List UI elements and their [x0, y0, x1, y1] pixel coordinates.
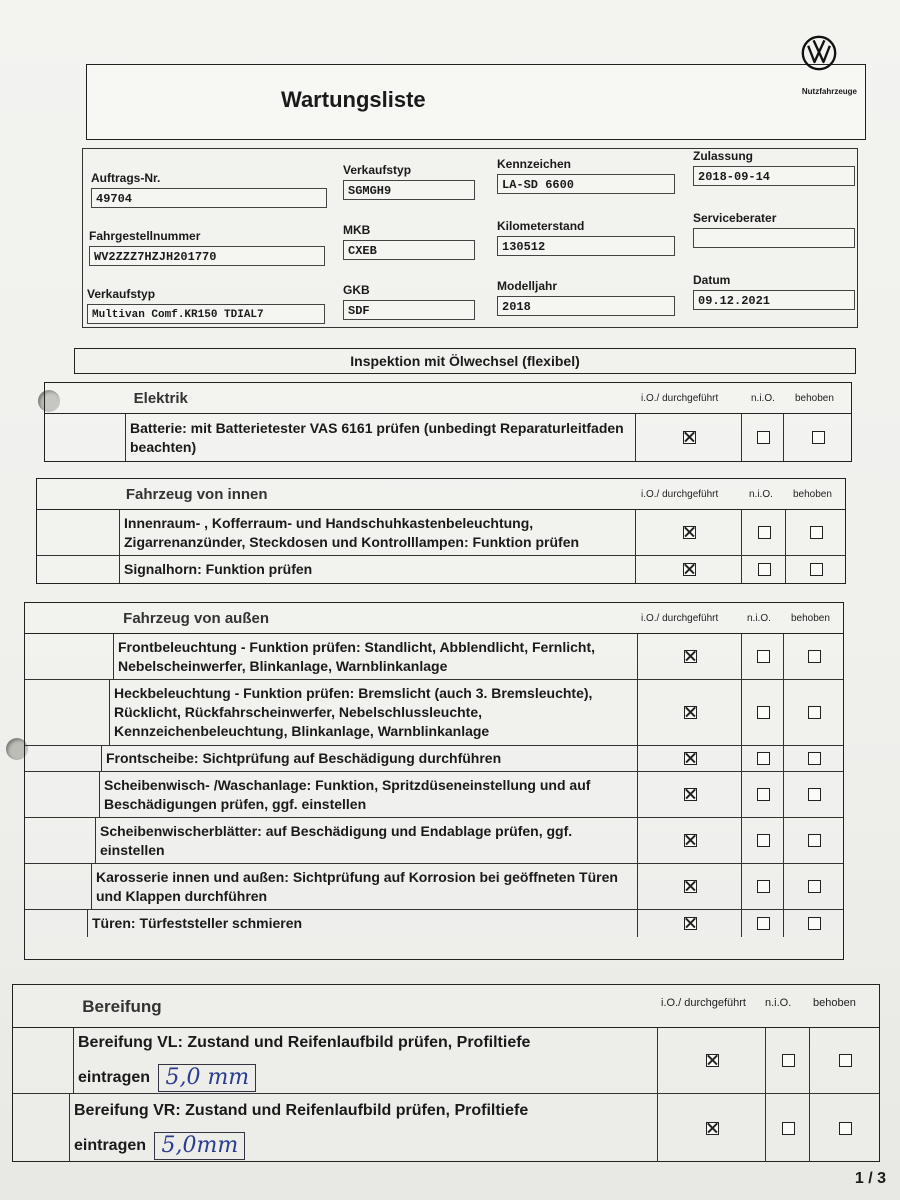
zulassung-label: Zulassung — [693, 149, 754, 163]
modelljahr-label: Modelljahr — [497, 279, 558, 293]
checklist-row — [25, 772, 843, 818]
col-fixed-header: behoben — [791, 613, 830, 624]
checklist-row — [25, 746, 843, 772]
modelljahr-value: 2018 — [497, 296, 675, 316]
checkbox-fixed[interactable] — [808, 788, 821, 801]
col-ok-header: i.O./ durchgeführt — [641, 393, 719, 404]
row-text: Scheibenwischerblätter: auf Beschädigung und Endablage prüfen, ggf. einstellen — [95, 818, 637, 863]
checkbox-nio[interactable] — [757, 880, 770, 893]
checklist-row — [13, 1028, 879, 1094]
row-text: Signalhorn: Funktion prüfen — [119, 556, 635, 583]
row-text: Scheibenwisch- /Waschanlage: Funktion, Spritzdüseneinstellung und auf Beschädigungen prüfen, ggf. einstellen — [99, 772, 637, 817]
verkaufstyp-text-value: Multivan Comf.KR150 TDIAL7 — [87, 304, 325, 324]
kennzeichen-label: Kennzeichen — [497, 157, 572, 171]
checkbox-ok[interactable] — [684, 788, 697, 801]
checkbox-fixed[interactable] — [808, 752, 821, 765]
col-ok-header: i.O./ durchgeführt — [641, 489, 719, 500]
kilometerstand-label: Kilometerstand — [497, 219, 585, 233]
datum-label: Datum — [693, 273, 731, 287]
field-verkaufstyp-text — [87, 287, 325, 324]
field-auftrag — [91, 171, 327, 208]
tread-depth-handwritten: 5,0mm — [154, 1132, 245, 1160]
row-text: Frontbeleuchtung - Funktion prüfen: Standlicht, Abblendlicht, Fernlicht, Nebelscheinwerfer, Blinkanlage, Warnblinkanlage — [113, 634, 637, 679]
checkbox-nio[interactable] — [757, 788, 770, 801]
checklist-row — [25, 910, 843, 937]
mkb-value: CXEB — [343, 240, 475, 260]
page-number: 1 / 3 — [854, 1170, 886, 1187]
checkbox-ok[interactable] — [684, 917, 697, 930]
mkb-label: MKB — [343, 223, 371, 237]
inspection-title: Inspektion mit Ölwechsel (flexibel) — [74, 348, 856, 374]
row-entry-label: eintragen — [78, 1068, 151, 1086]
checkbox-ok[interactable] — [684, 752, 697, 765]
section-title: Elektrik — [133, 390, 188, 407]
brand-subtitle: Nutzfahrzeuge — [801, 87, 857, 96]
checkbox-nio[interactable] — [782, 1122, 795, 1135]
row-text: Türen: Türfeststeller schmieren — [87, 910, 637, 937]
checkbox-nio[interactable] — [758, 563, 771, 576]
col-fixed-header: behoben — [793, 489, 832, 500]
section-title: Fahrzeug von innen — [125, 486, 268, 503]
checkbox-fixed[interactable] — [810, 526, 823, 539]
section-header — [45, 383, 851, 414]
checkbox-nio[interactable] — [782, 1054, 795, 1067]
checklist-row — [45, 414, 851, 461]
col-nio-header: n.i.O. — [749, 489, 773, 500]
checkbox-nio[interactable] — [757, 917, 770, 930]
gkb-value: SDF — [343, 300, 475, 320]
checklist-row — [37, 510, 845, 556]
checklist-row — [25, 818, 843, 864]
checkbox-fixed[interactable] — [839, 1054, 852, 1067]
section-header — [25, 603, 843, 634]
checkbox-fixed[interactable] — [808, 917, 821, 930]
checkbox-ok[interactable] — [684, 706, 697, 719]
field-kilometerstand — [497, 219, 675, 256]
checkbox-fixed[interactable] — [810, 563, 823, 576]
field-modelljahr — [497, 279, 675, 316]
section-title: Fahrzeug von außen — [123, 610, 270, 627]
checkbox-fixed[interactable] — [839, 1122, 852, 1135]
section-elektrik — [44, 382, 852, 462]
gkb-label: GKB — [343, 283, 370, 297]
row-text: Batterie: mit Batterietester VAS 6161 prüfen (unbedingt Reparaturleitfaden beachten) — [125, 414, 635, 461]
section-fahrzeug-innen — [36, 478, 846, 584]
row-entry-label: eintragen — [74, 1136, 147, 1154]
kilometerstand-value: 130512 — [497, 236, 675, 256]
section-title: Bereifung — [82, 997, 162, 1016]
row-text: Heckbeleuchtung - Funktion prüfen: Bremslicht (auch 3. Bremsleuchte), Rücklicht, Rückfahrscheinwerfer, Nebelschlussleuchte, Kennzeichenbeleuchtung, Blinkanlage, Warnblinkanlage — [109, 680, 637, 745]
vehicle-info-box — [82, 148, 858, 328]
serviceberater-value — [693, 228, 855, 248]
checkbox-nio[interactable] — [757, 431, 770, 444]
field-verkaufstyp-code — [343, 163, 475, 200]
auftrag-label: Auftrags-Nr. — [91, 171, 161, 185]
row-text: Frontscheibe: Sichtprüfung auf Beschädigung durchführen — [101, 746, 637, 771]
auftrag-value: 49704 — [91, 188, 327, 208]
checkbox-fixed[interactable] — [808, 880, 821, 893]
field-serviceberater — [693, 211, 855, 248]
field-datum — [693, 273, 855, 310]
page-title: Wartungsliste — [281, 87, 426, 112]
checklist-row — [25, 864, 843, 910]
col-ok-header: i.O./ durchgeführt — [641, 613, 719, 624]
zulassung-value: 2018-09-14 — [693, 166, 855, 186]
checkbox-ok[interactable] — [706, 1054, 719, 1067]
verkaufstyp-text-label: Verkaufstyp — [87, 287, 156, 301]
checklist-row — [25, 680, 843, 746]
fahrgestellnummer-value: WV2ZZZ7HZJH201770 — [89, 246, 325, 266]
section-header — [37, 479, 845, 510]
verkaufstyp-code-value: SGMGH9 — [343, 180, 475, 200]
fahrgestellnummer-label: Fahrgestellnummer — [89, 229, 201, 243]
row-text: Karosserie innen und außen: Sichtprüfung auf Korrosion bei geöffneten Türen und Klappen durchführen — [91, 864, 637, 909]
checkbox-fixed[interactable] — [808, 834, 821, 847]
col-nio-header: n.i.O. — [747, 613, 771, 624]
field-zulassung — [693, 149, 855, 186]
serviceberater-label: Serviceberater — [693, 211, 777, 225]
row-entry — [78, 1064, 657, 1092]
datum-value: 09.12.2021 — [693, 290, 855, 310]
col-nio-header: n.i.O. — [765, 997, 792, 1009]
field-kennzeichen — [497, 157, 675, 194]
field-fahrgestellnummer — [89, 229, 325, 266]
col-ok-header: i.O./ durchgeführt — [661, 997, 746, 1009]
row-text-block — [73, 1028, 657, 1093]
checkbox-ok[interactable] — [706, 1122, 719, 1135]
checkbox-nio[interactable] — [757, 752, 770, 765]
field-mkb — [343, 223, 475, 260]
vw-logo-icon — [801, 35, 837, 71]
checkbox-fixed[interactable] — [812, 431, 825, 444]
kennzeichen-value: LA-SD 6600 — [497, 174, 675, 194]
title-box — [86, 64, 866, 140]
checkbox-nio[interactable] — [758, 526, 771, 539]
checklist-row — [37, 556, 845, 583]
checkbox-ok[interactable] — [684, 650, 697, 663]
checkbox-ok[interactable] — [684, 880, 697, 893]
checklist-row — [13, 1094, 879, 1162]
checklist-row — [25, 634, 843, 680]
col-nio-header: n.i.O. — [751, 393, 775, 404]
row-text: Innenraum- , Kofferraum- und Handschuhkastenbeleuchtung, Zigarrenanzünder, Steckdosen und Kontrolllampen: Funktion prüfen — [119, 510, 635, 555]
section-fahrzeug-aussen — [24, 602, 844, 960]
col-fixed-header: behoben — [795, 393, 834, 404]
checkbox-ok[interactable] — [683, 526, 696, 539]
row-text: Bereifung VR: Zustand und Reifenlaufbild prüfen, Profiltiefe — [74, 1102, 529, 1119]
checkbox-nio[interactable] — [757, 650, 770, 663]
checkbox-fixed[interactable] — [808, 650, 821, 663]
section-bereifung — [12, 984, 880, 1162]
tread-depth-handwritten: 5,0 mm — [158, 1064, 256, 1092]
section-header — [13, 985, 879, 1028]
field-gkb — [343, 283, 475, 320]
verkaufstyp-code-label: Verkaufstyp — [343, 163, 412, 177]
checkbox-nio[interactable] — [757, 706, 770, 719]
row-text-block — [69, 1094, 657, 1162]
checkbox-ok[interactable] — [683, 431, 696, 444]
checkbox-nio[interactable] — [757, 834, 770, 847]
checkbox-ok[interactable] — [684, 834, 697, 847]
col-fixed-header: behoben — [813, 997, 856, 1009]
row-text: Bereifung VL: Zustand und Reifenlaufbild prüfen, Profiltiefe — [78, 1034, 531, 1051]
checkbox-ok[interactable] — [683, 563, 696, 576]
row-entry — [74, 1132, 657, 1160]
checkbox-fixed[interactable] — [808, 706, 821, 719]
